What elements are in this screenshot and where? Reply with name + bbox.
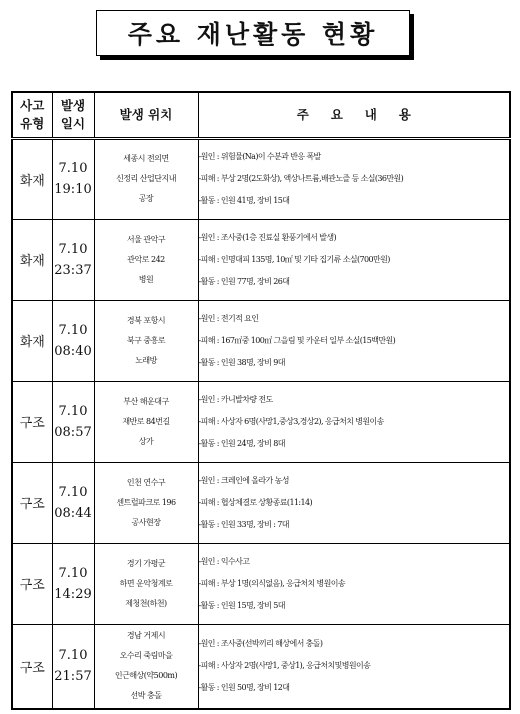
incident-time: 08:57 [54, 424, 92, 440]
incident-type: 화재 [12, 138, 52, 219]
content-line: -피해 : 167㎡중 100㎡ 그을림 및 카운터 일부 소실(15백만원) [198, 335, 396, 345]
location-line: 부산 해운대구 [123, 396, 169, 406]
disaster-table [11, 91, 511, 710]
header-time [52, 92, 94, 138]
header-time-line: 발생 [60, 97, 86, 113]
incident-date: 7.10 [58, 322, 88, 338]
content-line: -활동 : 인원 77명, 장비 26대 [198, 276, 290, 286]
location-line: 인천 연수구 [126, 477, 166, 487]
location-line: 서울 관악구 [126, 234, 166, 244]
incident-time: 08:40 [54, 343, 92, 359]
content-line: -피해 : 부상 2명(2도화상), 액상나트륨,배관노즐 등 소실(36만원) [198, 174, 404, 183]
incident-location [94, 462, 198, 543]
incident-date: 7.10 [58, 484, 88, 500]
incident-date: 7.10 [58, 241, 88, 257]
location-line: 경북 포항시 [126, 315, 166, 325]
content-line: -원인 : 크레인에 올라가 농성 [198, 475, 289, 485]
location-line: 센트럴파크로 196 [116, 497, 176, 507]
incident-content [198, 381, 510, 462]
location-line: 인근해상(약500m) [114, 671, 178, 681]
table-header-row [12, 92, 510, 138]
incident-type: 구조 [12, 543, 52, 624]
table-row [12, 462, 510, 543]
incident-date: 7.10 [58, 161, 88, 176]
incident-time: 19:10 [54, 182, 92, 197]
content-line: -원인 : 전기적 요인 [198, 313, 259, 323]
incident-datetime [52, 381, 94, 462]
table-row [12, 381, 510, 462]
incident-time: 14:29 [54, 586, 92, 602]
incident-location [94, 543, 198, 624]
incident-content [198, 624, 510, 709]
location-line: 경기 가평군 [126, 558, 166, 568]
incident-time: 08:44 [54, 505, 92, 521]
content-line: -피해 : 사상자 6명(사망1,중상3,경상2), 응급처치 병원이송 [198, 416, 384, 426]
incident-location [94, 624, 198, 709]
content-line: -활동 : 인원 50명, 장비 12대 [198, 683, 290, 693]
location-line: 하면 운악청계로 [119, 578, 173, 588]
location-line: 경남 거제시 [126, 631, 166, 641]
table-row [12, 138, 510, 219]
incident-content [198, 300, 510, 381]
content-line: -활동 : 인원 24명, 장비 8대 [198, 438, 285, 448]
content-line: -활동 : 인원 33명, 장비 : 7대 [198, 519, 289, 529]
incident-type: 구조 [12, 381, 52, 462]
incident-datetime [52, 462, 94, 543]
incident-type: 구조 [12, 624, 52, 709]
incident-datetime [52, 624, 94, 709]
header-location: 발생 위치 [94, 92, 198, 138]
incident-content [198, 462, 510, 543]
header-content [198, 92, 510, 138]
incident-content [198, 219, 510, 300]
location-line: 오수리 죽림마을 [119, 651, 173, 661]
header-type-line: 유형 [20, 115, 45, 131]
content-line: -활동 : 인원 15명, 장비 5대 [198, 600, 285, 610]
content-line: -원인 : 조사중(1층 진료실 환풍기에서 발생) [198, 232, 336, 242]
header-content-char: 내 [364, 106, 377, 122]
incident-datetime [52, 219, 94, 300]
location-line: 북구 중흥로 [126, 335, 166, 345]
location-line: 신정리 산업단지내 [116, 174, 176, 183]
incident-location [94, 219, 198, 300]
header-type [12, 92, 52, 138]
header-content-char: 요 [330, 106, 343, 122]
incident-datetime [52, 300, 94, 381]
title-box [96, 10, 410, 56]
location-line: 병원 [138, 274, 154, 284]
incident-date: 7.10 [58, 648, 88, 664]
location-line: 세종시 전의면 [123, 154, 169, 163]
table-row [12, 543, 510, 624]
header-content-char: 주 [296, 106, 309, 122]
header-time-line: 일시 [60, 115, 86, 131]
incident-location [94, 381, 198, 462]
incident-location [94, 300, 198, 381]
location-line: 공장 [138, 194, 154, 203]
location-line: 노래방 [135, 355, 157, 365]
location-line: 상가 [138, 436, 154, 446]
header-content-char: 용 [398, 106, 411, 122]
location-line: 재반로 84번길 [122, 416, 170, 426]
table-row [12, 300, 510, 381]
incident-type: 화재 [12, 219, 52, 300]
content-line: -원인 : 위험물(Na)이 수분과 반응 폭발 [198, 152, 321, 161]
incident-content [198, 543, 510, 624]
content-line: -피해 : 인명대피 135명, 10㎡ 및 기타 집기류 소실(700만원) [198, 254, 390, 264]
page-title: 주요 재난활동 현황 [127, 20, 379, 49]
incident-time: 23:37 [54, 262, 92, 278]
content-line: -원인 : 카니발차량 전도 [198, 394, 273, 404]
location-line: 제청천(하천) [125, 598, 167, 608]
location-line: 선박 충돌 [130, 691, 162, 701]
content-line: -피해 : 부상 1명(의식없음), 응급처치 병원이송 [198, 578, 346, 588]
table-row [12, 219, 510, 300]
incident-content [198, 138, 510, 219]
incident-type: 화재 [12, 300, 52, 381]
location-line: 공사현장 [131, 517, 161, 527]
content-line: -피해 : 협상체결로 상황종료(11:14) [198, 497, 313, 507]
header-type-line: 사고 [20, 97, 45, 113]
content-line: -활동 : 인원 38명, 장비 9대 [198, 357, 285, 367]
incident-datetime [52, 138, 94, 219]
incident-type: 구조 [12, 462, 52, 543]
content-line: -원인 : 익수사고 [198, 556, 250, 566]
incident-datetime [52, 543, 94, 624]
incident-location [94, 138, 198, 219]
incident-date: 7.10 [58, 403, 88, 419]
content-line: -피해 : 사상자 2명(사망1, 중상1), 응급처치및병원이송 [198, 661, 371, 671]
location-line: 관악로 242 [127, 254, 165, 264]
content-line: -원인 : 조사중(선박끼리 해상에서 충돌) [198, 639, 323, 649]
incident-time: 21:57 [54, 669, 92, 685]
incident-date: 7.10 [58, 565, 88, 581]
content-line: -활동 : 인원 41명, 장비 15대 [198, 196, 290, 205]
table-row [12, 624, 510, 709]
